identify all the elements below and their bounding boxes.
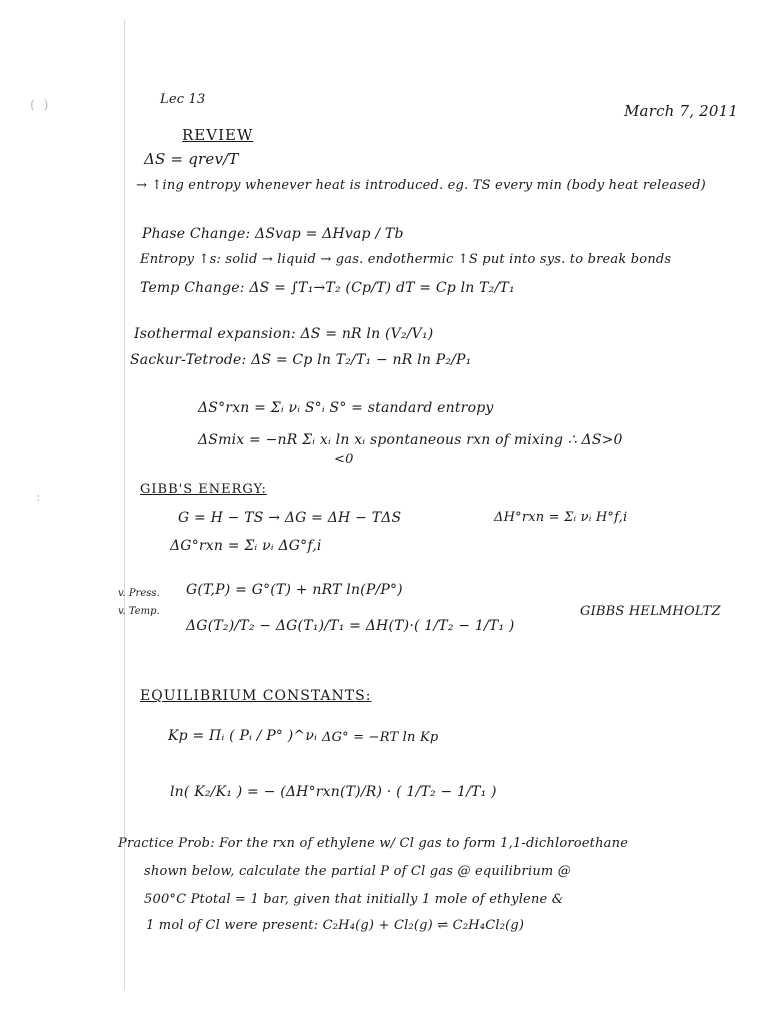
review-heading: REVIEW bbox=[182, 126, 254, 144]
hole-punch-mark: ( ) bbox=[30, 98, 49, 113]
gibbs-heading: GIBB'S ENERGY: bbox=[140, 482, 267, 497]
entropy-increase: Entropy ↑s: solid → liquid → gas. endothermic ↑S put into sys. to break bonds bbox=[140, 252, 672, 267]
lecture-number: Lec 13 bbox=[160, 92, 206, 107]
vant-hoff: ln( K₂/K₁ ) = − (ΔH°rxn(T)/R) · ( 1/T₂ − 1/T₁ ) bbox=[170, 784, 497, 800]
kp-expression: Kp = Πᵢ ( Pᵢ / P° )^νᵢ bbox=[168, 728, 318, 744]
gibbs-kp: ΔG° = −RT ln Kp bbox=[322, 730, 439, 745]
practice-line-4: 1 mol of Cl were present: C₂H₄(g) + Cl₂(g) ⇌ C₂H₄Cl₂(g) bbox=[146, 918, 525, 933]
enthalpy-rxn: ΔH°rxn = Σᵢ νᵢ H°f,i bbox=[494, 510, 628, 525]
date: March 7, 2011 bbox=[624, 102, 739, 120]
gibbs-definition: G = H − TS → ΔG = ΔH − TΔS bbox=[178, 510, 402, 526]
gibbs-temperature: ΔG(T₂)/T₂ − ΔG(T₁)/T₁ = ΔH(T)·( 1/T₂ − 1/T₁ ) bbox=[186, 618, 515, 634]
gibbs-helmholtz: GIBBS HELMHOLTZ bbox=[580, 604, 721, 619]
temp-change: Temp Change: ΔS = ∫T₁→T₂ (Cp/T) dT = Cp ln T₂/T₁ bbox=[140, 280, 515, 296]
entropy-note: → ↑ing entropy whenever heat is introduced. eg. TS every min (body heat released) bbox=[136, 178, 706, 193]
equilibrium-heading: EQUILIBRIUM CONSTANTS: bbox=[140, 688, 372, 704]
v-press-label: v. Press. bbox=[118, 588, 160, 599]
smix-note: <0 bbox=[334, 452, 354, 467]
practice-line-1: Practice Prob: For the rxn of ethylene w/ Cl gas to form 1,1-dichloroethane bbox=[118, 836, 629, 851]
hole-punch-mark: : bbox=[36, 490, 41, 505]
delta-s-mix: ΔSmix = −nR Σᵢ xᵢ ln xᵢ spontaneous rxn of mixing ∴ ΔS>0 bbox=[198, 432, 623, 448]
practice-line-2: shown below, calculate the partial P of Cl gas @ equilibrium @ bbox=[144, 864, 571, 879]
v-temp-label: v. Temp. bbox=[118, 606, 160, 617]
gibbs-pressure: G(T,P) = G°(T) + nRT ln(P/P°) bbox=[186, 582, 403, 598]
isothermal-expansion: Isothermal expansion: ΔS = nR ln (V₂/V₁) bbox=[134, 326, 434, 342]
entropy-definition: ΔS = qrev/T bbox=[144, 150, 239, 168]
gibbs-rxn: ΔG°rxn = Σᵢ νᵢ ΔG°f,i bbox=[170, 538, 322, 554]
sackur-tetrode: Sackur-Tetrode: ΔS = Cp ln T₂/T₁ − nR ln P₂/P₁ bbox=[130, 352, 472, 368]
phase-change: Phase Change: ΔSvap = ΔHvap / Tb bbox=[142, 226, 404, 242]
practice-line-3: 500°C Ptotal = 1 bar, given that initially 1 mole of ethylene & bbox=[144, 892, 564, 907]
delta-s-rxn: ΔS°rxn = Σᵢ νᵢ S°ᵢ S° = standard entropy bbox=[198, 400, 494, 416]
